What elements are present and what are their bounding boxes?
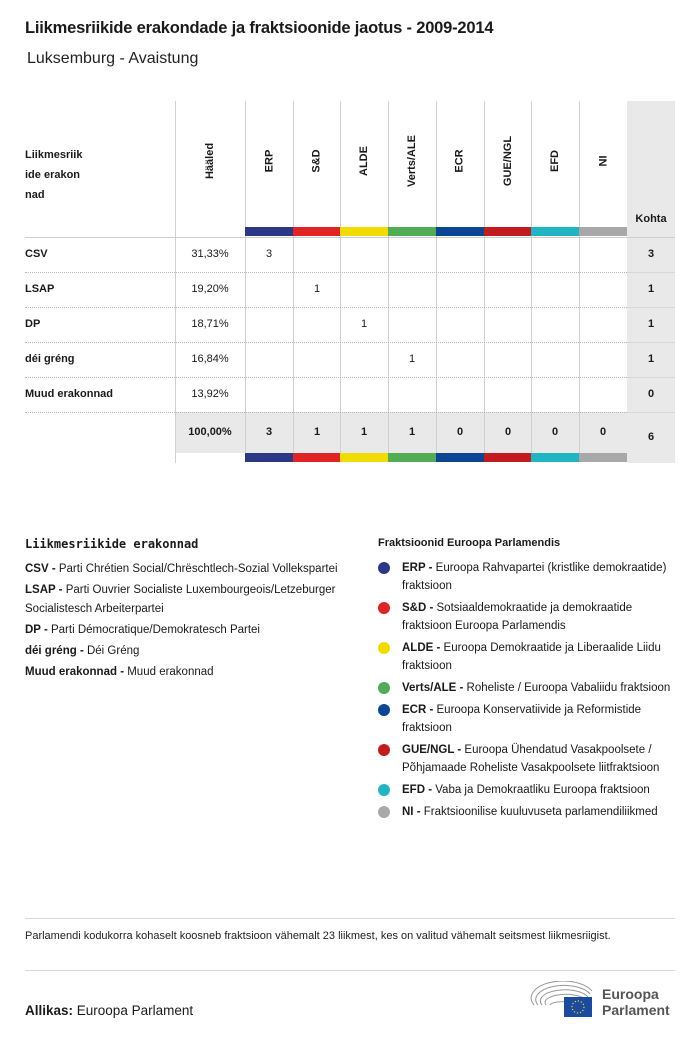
seat-cell bbox=[293, 237, 341, 272]
seat-cell bbox=[436, 377, 484, 412]
group-total-seats: 3 bbox=[265, 426, 273, 438]
group-header-5: GUE/NGL bbox=[502, 135, 514, 187]
seat-cell: 3 bbox=[265, 248, 273, 260]
total-votes: 100,00% bbox=[188, 426, 232, 438]
seat-cell bbox=[293, 342, 341, 377]
group-header-1: S&D bbox=[310, 149, 323, 173]
group-total-seats: 0 bbox=[504, 426, 512, 438]
group-total-seats: 0 bbox=[456, 426, 464, 438]
row-total-seats: 1 bbox=[647, 353, 655, 365]
party-legend-item: DP - Parti Démocratique/Demokratesch Partei bbox=[25, 624, 260, 636]
group-total-seats: 0 bbox=[599, 426, 607, 438]
group-total-seats: 1 bbox=[408, 426, 416, 438]
european-parliament-logo: Euroopa Parlament bbox=[530, 981, 680, 1021]
party-name: Muud erakonnad bbox=[25, 388, 114, 400]
group-total-seats: 1 bbox=[313, 426, 321, 438]
party-name: DP bbox=[25, 318, 41, 330]
footnote: Parlamendi kodukorra kohaselt koosneb fraktsioon vähemalt 23 liikmest, kes on valitud vähemalt seitsmest liikmesriigist. bbox=[25, 930, 611, 942]
seat-cell bbox=[484, 237, 532, 272]
seat-cell bbox=[340, 342, 388, 377]
hemicycle-flag-icon bbox=[530, 981, 600, 1021]
party-legend-item: Muud erakonnad - Muud erakonnad bbox=[25, 666, 214, 678]
seat-cell bbox=[436, 307, 484, 342]
seat-cell bbox=[579, 272, 627, 307]
party-name: CSV bbox=[25, 248, 48, 260]
seat-cell bbox=[245, 272, 293, 307]
seat-cell bbox=[484, 342, 532, 377]
group-legend-item: Verts/ALE - Roheliste / Euroopa Vabaliidu fraktsioon bbox=[378, 679, 678, 697]
seat-cell: 1 bbox=[408, 353, 416, 365]
seat-cell bbox=[436, 237, 484, 272]
color-dot-icon bbox=[378, 704, 390, 716]
seat-cell bbox=[579, 377, 627, 412]
source-line: Allikas: Euroopa Parlament bbox=[25, 1003, 194, 1018]
row-total-seats: 1 bbox=[647, 283, 655, 295]
party-legend-item: LSAP - Parti Ouvrier Socialiste Luxembourgeois/Letzeburger Socialistesch Arbeiterpartei bbox=[25, 584, 336, 615]
seat-cell bbox=[579, 237, 627, 272]
seat-cell bbox=[436, 342, 484, 377]
group-color-bar bbox=[245, 453, 293, 462]
group-total-seats: 1 bbox=[360, 426, 368, 438]
seat-cell bbox=[245, 342, 293, 377]
seat-cell bbox=[531, 272, 579, 307]
row-total-seats: 0 bbox=[647, 388, 655, 400]
group-color-bar bbox=[293, 227, 341, 236]
group-legend-item: ALDE - Euroopa Demokraatide ja Liberaalide Liidu fraktsioon bbox=[378, 639, 678, 675]
party-name: déi gréng bbox=[25, 353, 75, 365]
seat-cell bbox=[484, 272, 532, 307]
group-legend-title: Fraktsioonid Euroopa Parlamendis bbox=[378, 537, 561, 549]
group-header-3: Verts/ALE bbox=[406, 135, 418, 187]
grand-total-seats: 6 bbox=[647, 431, 655, 443]
seat-cell bbox=[388, 307, 436, 342]
seat-cell bbox=[531, 342, 579, 377]
party-column-header: Liikmesriikide erakonnad bbox=[25, 149, 83, 201]
group-header-0: ERP bbox=[263, 149, 275, 173]
group-color-bar bbox=[388, 227, 436, 236]
group-color-bar bbox=[579, 453, 627, 462]
seat-cell bbox=[293, 377, 341, 412]
seats-column-header: Kohta bbox=[635, 213, 667, 225]
seat-cell bbox=[245, 307, 293, 342]
group-header-4: ECR bbox=[453, 149, 466, 173]
seat-cell bbox=[531, 307, 579, 342]
seat-cell bbox=[245, 377, 293, 412]
column-divider bbox=[627, 101, 628, 237]
row-total-seats: 1 bbox=[647, 318, 655, 330]
seat-cell bbox=[436, 272, 484, 307]
seat-cell bbox=[531, 237, 579, 272]
group-legend-item: GUE/NGL - Euroopa Ühendatud Vasakpoolsete / Põhjamaade Roheliste Vasakpoolsete liitfraktsioon bbox=[378, 741, 678, 777]
seat-cell: 1 bbox=[313, 283, 321, 295]
group-total-seats: 0 bbox=[551, 426, 559, 438]
color-dot-icon bbox=[378, 602, 390, 614]
seat-cell bbox=[293, 307, 341, 342]
group-color-bar bbox=[436, 453, 484, 462]
group-legend-item: EFD - Vaba ja Demokraatliku Euroopa fraktsioon bbox=[378, 781, 678, 799]
seat-cell bbox=[340, 237, 388, 272]
seat-cell bbox=[484, 377, 532, 412]
color-dot-icon bbox=[378, 682, 390, 694]
group-header-7: NI bbox=[597, 155, 609, 167]
group-legend-item: NI - Fraktsioonilise kuuluvuseta parlamendiliikmed bbox=[378, 803, 678, 821]
group-color-bar bbox=[436, 227, 484, 236]
party-legend bbox=[25, 537, 355, 684]
party-legend-item: CSV - Parti Chrétien Social/Chrëschtlech-Sozial Vollekspartei bbox=[25, 563, 338, 575]
page-title: Liikmesriikide erakondade ja fraktsioonide jaotus - 2009-2014 bbox=[25, 19, 494, 37]
group-color-bar bbox=[484, 227, 532, 236]
color-dot-icon bbox=[378, 744, 390, 756]
seat-cell bbox=[340, 377, 388, 412]
seat-cell bbox=[531, 377, 579, 412]
vote-share: 31,33% bbox=[191, 248, 229, 260]
color-dot-icon bbox=[378, 806, 390, 818]
seat-distribution-table bbox=[25, 101, 675, 463]
party-legend-item: déi gréng - Déi Gréng bbox=[25, 645, 140, 657]
row-divider bbox=[25, 412, 627, 413]
seat-cell bbox=[388, 237, 436, 272]
group-legend-item: ERP - Euroopa Rahvapartei (kristlike demokraatide) fraktsioon bbox=[378, 559, 678, 595]
color-dot-icon bbox=[378, 784, 390, 796]
party-legend-title: Liikmesriikide erakonnad bbox=[25, 537, 199, 551]
group-color-bar bbox=[245, 227, 293, 236]
row-divider bbox=[627, 412, 675, 413]
group-legend-item: ECR - Euroopa Konservatiivide ja Reformistide fraktsioon bbox=[378, 701, 678, 737]
color-dot-icon bbox=[378, 562, 390, 574]
group-color-bar bbox=[293, 453, 341, 462]
seat-cell bbox=[388, 272, 436, 307]
group-header-2: ALDE bbox=[357, 146, 370, 176]
seat-cell bbox=[579, 307, 627, 342]
row-total-seats: 3 bbox=[647, 248, 655, 260]
group-color-bar bbox=[579, 227, 627, 236]
color-dot-icon bbox=[378, 642, 390, 654]
vote-share: 13,92% bbox=[191, 388, 229, 400]
vote-share: 16,84% bbox=[191, 353, 229, 365]
group-legend bbox=[378, 537, 678, 825]
divider bbox=[25, 970, 675, 971]
group-color-bar bbox=[388, 453, 436, 462]
group-color-bar bbox=[531, 453, 579, 462]
page-subtitle: Luksemburg - Avaistung bbox=[27, 50, 199, 67]
vote-share: 19,20% bbox=[191, 283, 229, 295]
seat-cell bbox=[579, 342, 627, 377]
group-color-bar bbox=[531, 227, 579, 236]
seat-cell bbox=[340, 272, 388, 307]
seat-cell: 1 bbox=[360, 318, 368, 330]
group-legend-item: S&D - Sotsiaaldemokraatide ja demokraatide fraktsioon Euroopa Parlamendis bbox=[378, 599, 678, 635]
divider bbox=[25, 918, 675, 919]
vote-share: 18,71% bbox=[191, 318, 229, 330]
group-color-bar bbox=[340, 453, 388, 462]
group-header-6: EFD bbox=[549, 150, 561, 172]
group-color-bar bbox=[484, 453, 532, 462]
seat-cell bbox=[484, 307, 532, 342]
party-name: LSAP bbox=[25, 283, 55, 295]
votes-column-header: Hääled bbox=[203, 142, 216, 180]
group-color-bar bbox=[340, 227, 388, 236]
seat-cell bbox=[388, 377, 436, 412]
